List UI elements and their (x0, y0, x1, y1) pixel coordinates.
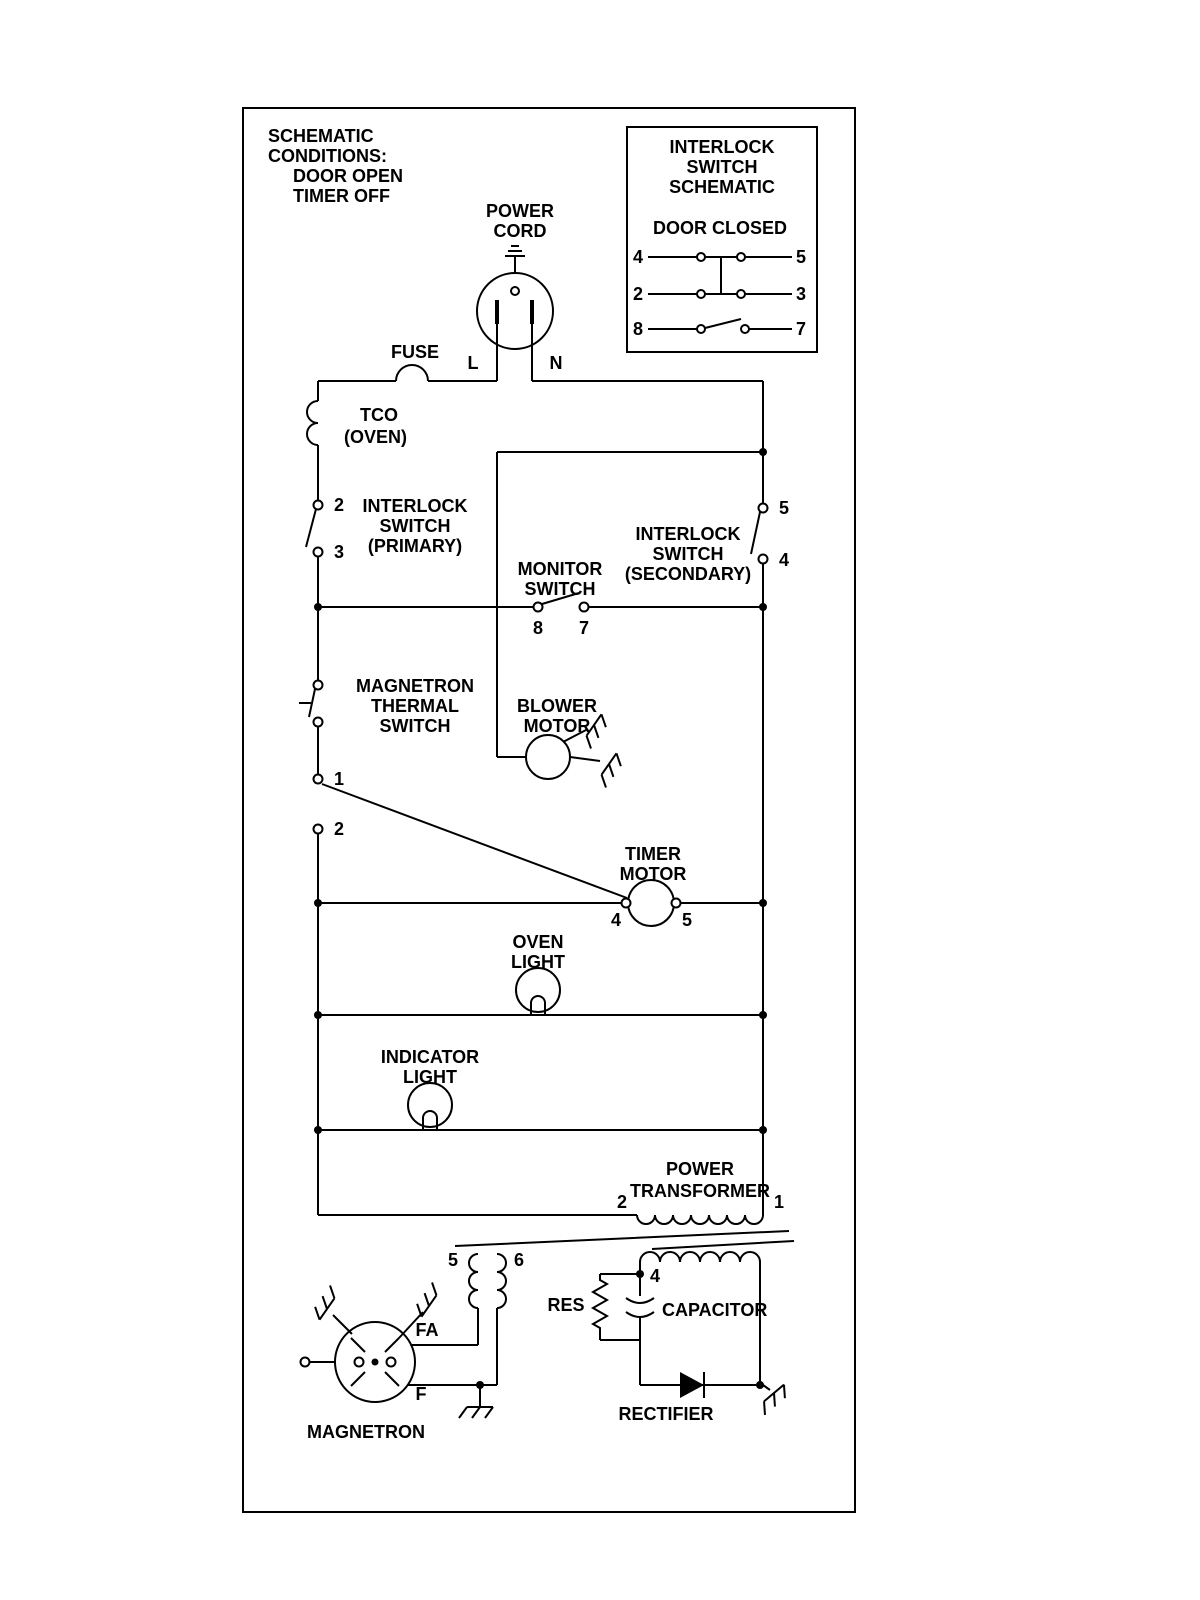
switch-label: MAGNETRON (356, 676, 474, 696)
pin-label: 4 (610, 910, 622, 930)
junction (759, 603, 767, 611)
interlock-switch-secondary (625, 498, 789, 584)
contact (314, 501, 323, 510)
pin-label: 5 (681, 910, 693, 930)
switch-blade (299, 689, 315, 717)
switch-label: SWITCH (652, 544, 724, 564)
terminal (301, 1358, 310, 1367)
plug-prong (495, 300, 499, 324)
inset-title: INTERLOCK (669, 137, 775, 157)
contact (741, 325, 749, 333)
light-label: INDICATOR (380, 1047, 480, 1067)
primary-coil (637, 1215, 763, 1224)
cord-leads (497, 324, 532, 381)
pin-label: 4 (779, 550, 790, 570)
junction (756, 1381, 764, 1389)
contact (534, 603, 543, 612)
junction (759, 899, 767, 907)
power-transformer (455, 1159, 794, 1249)
antenna-icon (311, 1285, 340, 1319)
tco-icon (307, 401, 318, 445)
inset-title: SWITCH (686, 157, 758, 177)
power-cord-label: CORD (493, 221, 547, 241)
winding-coil (497, 1254, 506, 1308)
pin-label: F (415, 1384, 427, 1404)
transformer-label: POWER (665, 1159, 735, 1179)
contact (759, 555, 768, 564)
conditions-line: DOOR OPEN (293, 166, 404, 186)
lamp-icon (516, 968, 560, 1012)
chassis-ground-icon (459, 1407, 493, 1418)
monitor-switch (518, 559, 603, 638)
switch-label: (SECONDARY) (624, 564, 752, 584)
inset-pin: 7 (795, 319, 807, 339)
magnetron-thermal-switch (299, 676, 474, 736)
tco-label: (OVEN) (344, 427, 407, 447)
motor-label: MOTOR (619, 864, 687, 884)
pin-label: 1 (334, 769, 345, 789)
contact (314, 681, 323, 690)
contact (580, 603, 589, 612)
light-label: OVEN (512, 932, 564, 952)
contact (697, 290, 705, 298)
plug-prong (530, 300, 534, 324)
rectifier (618, 1372, 791, 1424)
light-label: LIGHT (403, 1067, 457, 1087)
conditions-line: CONDITIONS: (268, 146, 387, 166)
fuse (391, 342, 439, 381)
contact (697, 253, 705, 261)
pin-label: 1 (773, 1192, 785, 1212)
conditions-line: TIMER OFF (293, 186, 390, 206)
filament-ground (459, 1385, 493, 1418)
blower-motor (497, 696, 625, 788)
inset-pin: 2 (632, 284, 644, 304)
junction (759, 1011, 767, 1019)
power-cord-label: POWER (485, 201, 555, 221)
contact (737, 253, 745, 261)
contact (759, 504, 768, 513)
fuse-icon (396, 365, 428, 381)
chassis-ground-icon (758, 1385, 791, 1415)
contact (314, 775, 323, 784)
transformer-label: TRANSFORMER (630, 1181, 770, 1201)
switch-label: (PRIMARY) (367, 536, 463, 556)
wiring (318, 324, 763, 1215)
pin-label: 4 (650, 1266, 661, 1286)
magnetron-cathode (372, 1359, 379, 1366)
magnetron-anode (387, 1358, 396, 1367)
pin-label: 3 (334, 542, 345, 562)
inset-pin: 3 (795, 284, 807, 304)
junction (759, 1126, 767, 1134)
magnetron (301, 1282, 442, 1442)
resistor-label: RES (547, 1295, 585, 1315)
junction (759, 448, 767, 456)
junction (314, 1126, 322, 1134)
pin-label: 6 (513, 1250, 525, 1270)
contact (672, 899, 681, 908)
conditions-line: SCHEMATIC (268, 126, 374, 146)
switch-blade (751, 512, 760, 554)
junction (636, 1270, 644, 1278)
inset-door-state: DOOR CLOSED (652, 218, 788, 238)
capacitor-icon (626, 1298, 654, 1317)
inset-pin: 8 (632, 319, 644, 339)
ground-icon (505, 246, 525, 273)
pin-label: 2 (616, 1192, 628, 1212)
magnetron-anode (355, 1358, 364, 1367)
plug-ground-pin (511, 287, 519, 295)
timer-motor (611, 844, 692, 930)
inset-pin: 5 (795, 247, 807, 267)
switch-label: INTERLOCK (635, 524, 741, 544)
contact (697, 325, 705, 333)
contact (314, 548, 323, 557)
indicator-light (381, 1047, 479, 1130)
contact (622, 899, 631, 908)
contact (737, 290, 745, 298)
wire (648, 319, 792, 329)
contact (314, 718, 323, 727)
switch-label: MONITOR (517, 559, 603, 579)
schematic-conditions (268, 126, 403, 206)
inset-pin: 4 (632, 247, 644, 267)
switch-blade (322, 784, 627, 898)
timer-switch (314, 769, 628, 898)
pin-label: FA (415, 1320, 439, 1340)
antenna-icon (413, 1282, 442, 1316)
pin-label: 2 (334, 495, 345, 515)
pin-label: 5 (447, 1250, 459, 1270)
core-lines (455, 1231, 794, 1249)
diode-icon (680, 1372, 704, 1398)
capacitor-label: CAPACITOR (662, 1300, 768, 1320)
capacitor (626, 1274, 767, 1385)
power-cord (468, 201, 563, 373)
switch-blade (306, 509, 316, 547)
light-label: LIGHT (511, 952, 565, 972)
motor-label: BLOWER (517, 696, 597, 716)
pin-label: 2 (334, 819, 345, 839)
resistor-icon (593, 1274, 607, 1340)
interlock-switch-primary (306, 495, 468, 562)
switch-label: THERMAL (371, 696, 459, 716)
fuse-label: FUSE (390, 342, 440, 362)
switch-label: INTERLOCK (362, 496, 468, 516)
plug-icon (477, 273, 553, 349)
lamp-icon (408, 1083, 452, 1127)
junction (314, 899, 322, 907)
oven-light (511, 932, 565, 1015)
pin-label: 7 (578, 618, 590, 638)
pin-label: 8 (532, 618, 544, 638)
interlock-switch-inset (627, 127, 817, 352)
rectifier-label: RECTIFIER (618, 1404, 714, 1424)
line-l-label: L (467, 353, 479, 373)
junction (476, 1381, 484, 1389)
filament-winding (408, 1250, 524, 1385)
winding-coil (469, 1254, 478, 1308)
pin-label: 5 (779, 498, 790, 518)
magnetron-label: MAGNETRON (307, 1422, 425, 1442)
tco (307, 401, 407, 447)
switch-label: SWITCH (524, 579, 596, 599)
contact (314, 825, 323, 834)
motor-label: MOTOR (523, 716, 591, 736)
tco-label: TCO (360, 405, 398, 425)
resistor (547, 1274, 640, 1340)
chassis-ground-icon (597, 753, 626, 787)
inset-title: SCHEMATIC (669, 177, 775, 197)
line-n-label: N (549, 353, 563, 373)
junction (314, 1011, 322, 1019)
motor-label: TIMER (625, 844, 681, 864)
junction (314, 603, 322, 611)
switch-label: SWITCH (379, 516, 451, 536)
winding-coil (640, 1252, 760, 1262)
switch-label: SWITCH (379, 716, 451, 736)
motor-icon (628, 880, 674, 926)
